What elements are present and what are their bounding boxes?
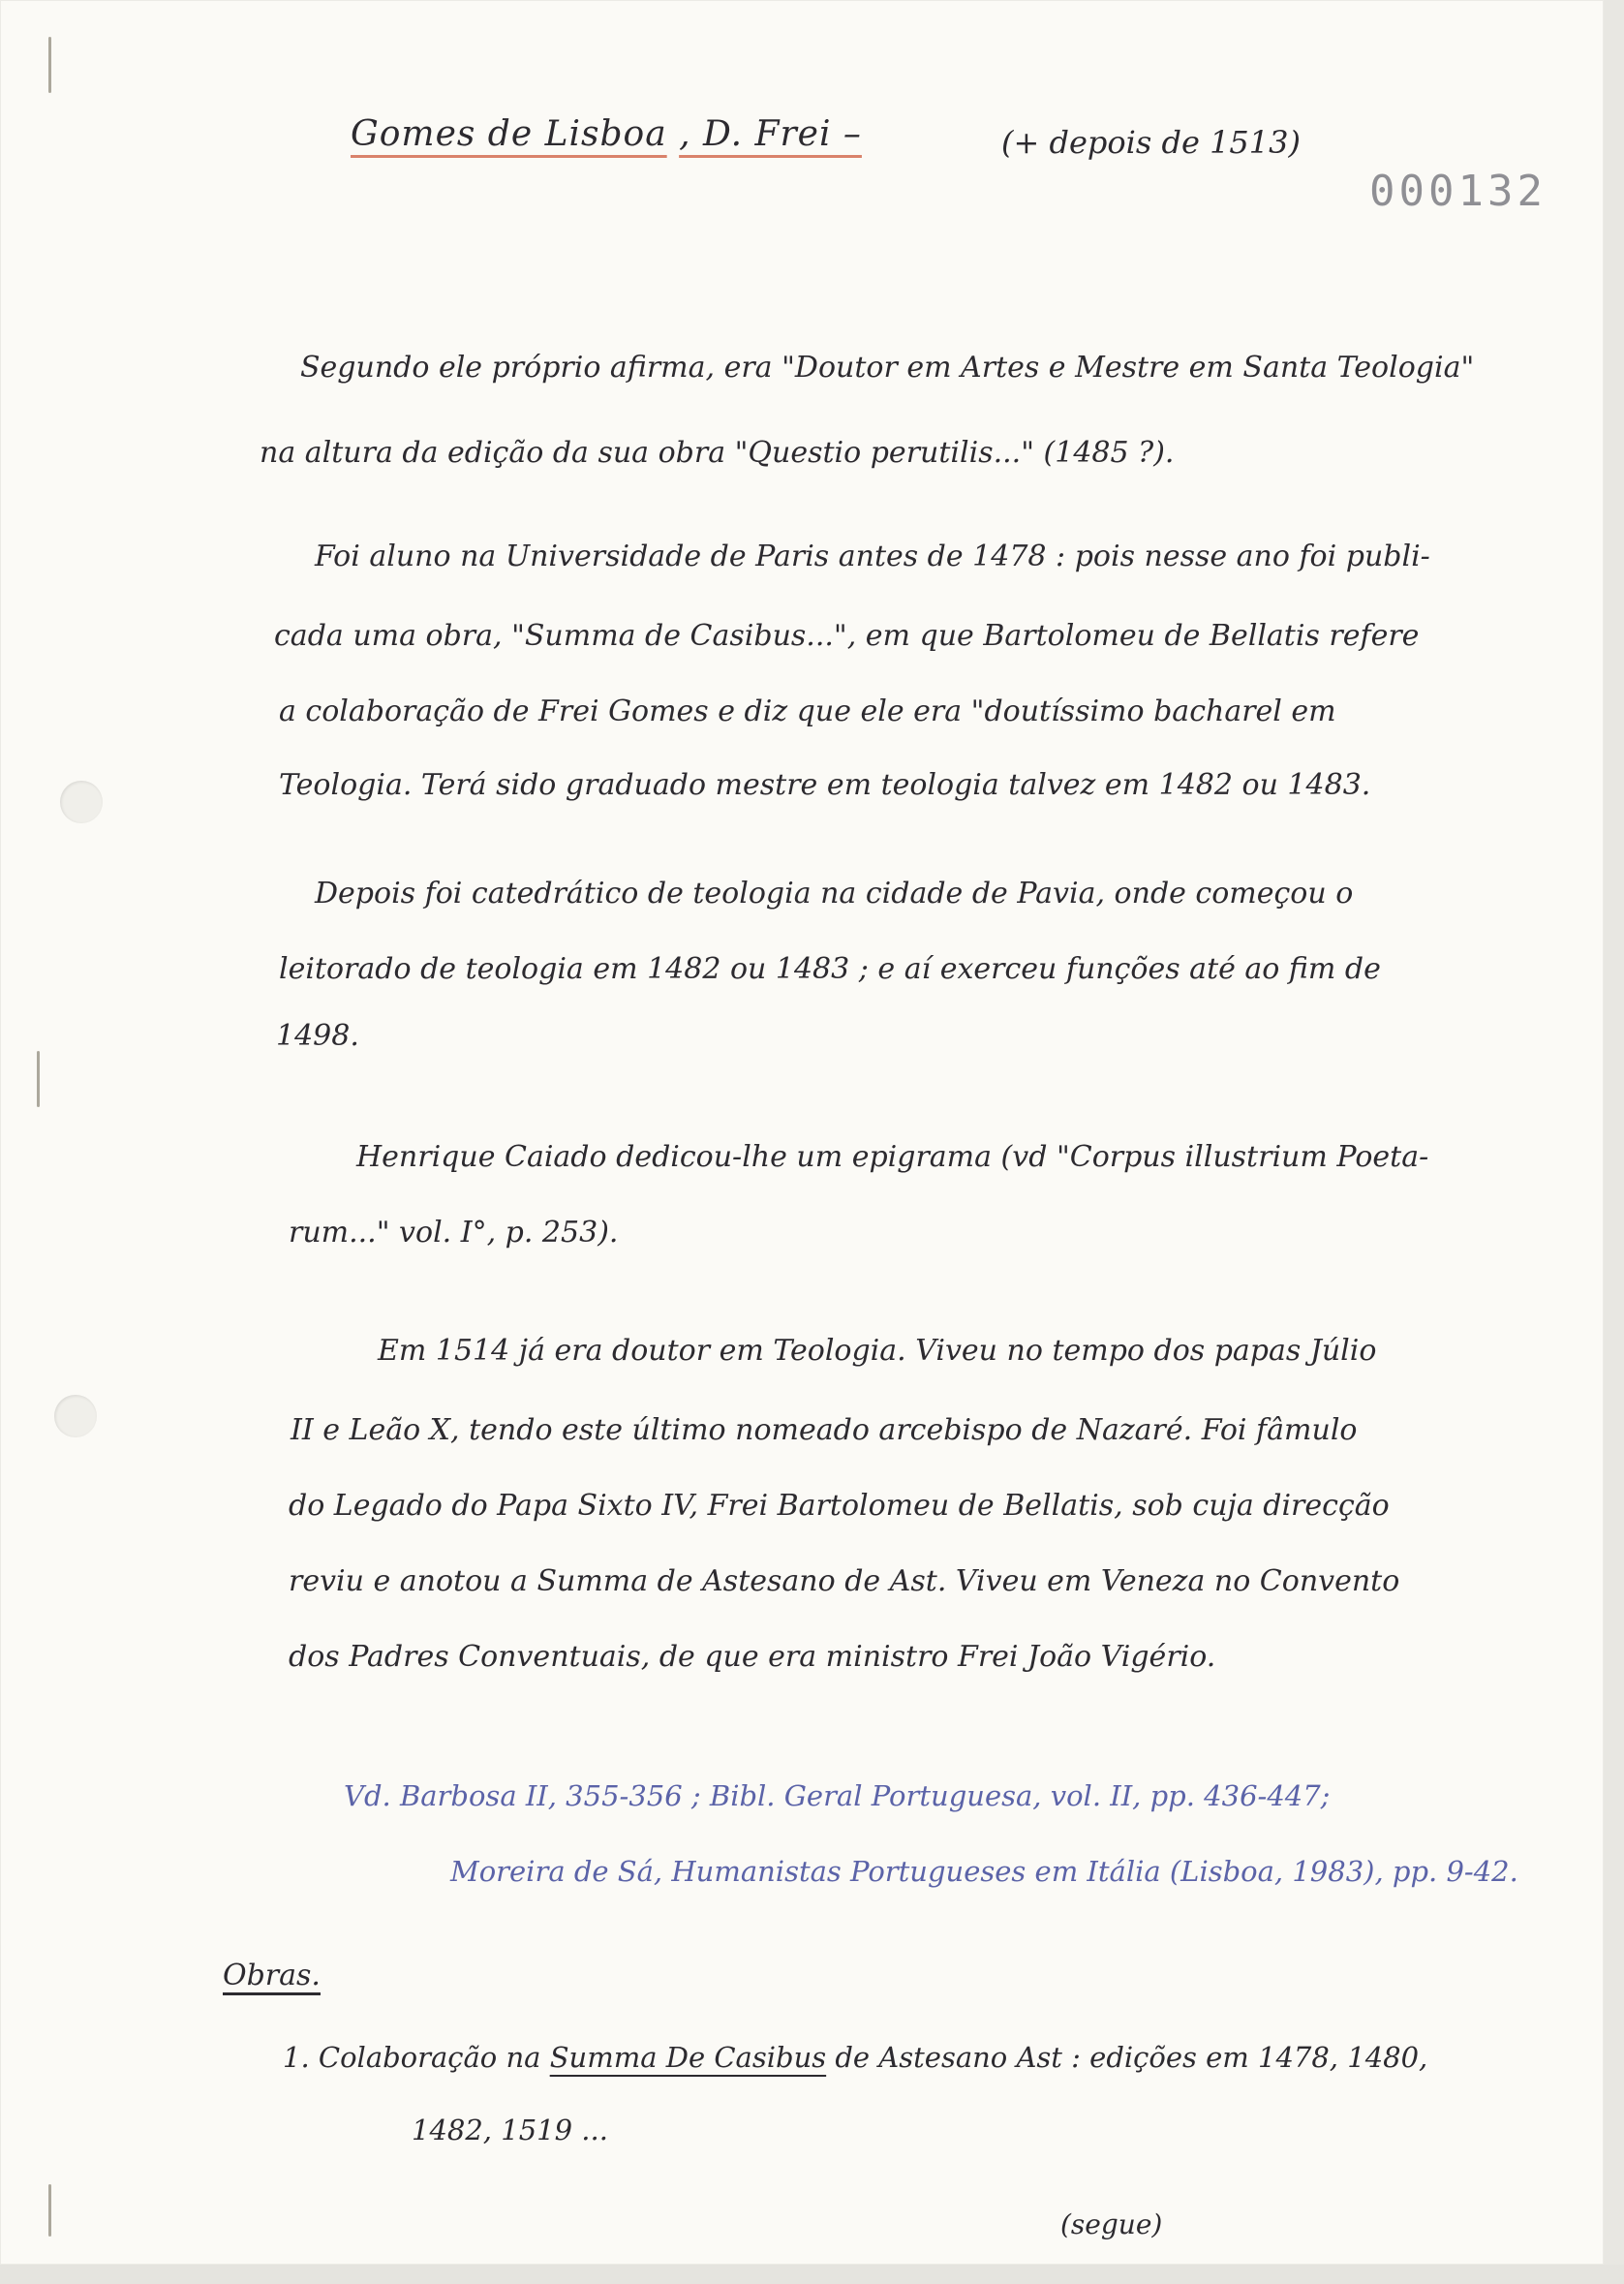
works-item-1 [283,2041,1428,2074]
paragraph-3-line-3: 1498. [276,1019,359,1053]
punch-hole-lower [54,1395,97,1437]
scan-edge-right [1604,0,1624,2284]
works-heading: Obras. [223,1959,321,1992]
paragraph-2-line-4: Teologia. Terá sido graduado mestre em teologia talvez em 1482 ou 1483. [279,768,1371,802]
reference-line-1: Vd. Barbosa II, 355-356 ; Bibl. Geral Portuguesa, vol. II, pp. 436-447; [344,1779,1331,1812]
punch-hole-upper [60,781,103,823]
paragraph-4-line-2: rum..." vol. I°, p. 253). [289,1216,619,1250]
paragraph-1-line-1: Segundo ele próprio afirma, era "Doutor em Artes e Mestre em Santa Teologia" [300,351,1475,385]
continues-note: (segue) [1060,2208,1163,2240]
works-item-1-title: Summa De Casibus [549,2041,827,2074]
paragraph-5-line-5: dos Padres Conventuais, de que era ministro Frei João Vigério. [289,1640,1216,1674]
works-item-1-number: 1. [283,2041,310,2074]
works-item-1-prefix: Colaboração na [318,2041,541,2074]
paragraph-2-line-3: a colaboração de Frei Gomes e diz que ele era "doutíssimo bacharel em [279,694,1336,728]
paragraph-5-line-1: Em 1514 já era doutor em Teologia. Viveu no tempo dos papas Júlio [378,1334,1377,1368]
paragraph-3-line-1: Depois foi catedrático de teologia na cidade de Pavia, onde começou o [315,877,1354,911]
paragraph-2-line-2: cada uma obra, "Summa de Casibus...", em que Bartolomeu de Bellatis refere [274,619,1420,653]
paragraph-2-line-1: Foi aluno na Universidade de Paris antes de 1478 : pois nesse ano foi publi- [315,540,1430,573]
paragraph-3-line-2: leitorado de teologia em 1482 ou 1483 ; e aí exerceu funções até ao fim de [279,952,1381,986]
works-item-1-suffix: de Astesano Ast : edições em 1478, 1480, [835,2041,1428,2074]
title-name: Gomes de Lisboa [351,114,667,154]
paragraph-4-line-1: Henrique Caiado dedicou-lhe um epigrama (vd "Corpus illustrium Poeta- [356,1140,1429,1174]
margin-mark-middle [37,1051,40,1107]
margin-mark-bottom [48,2184,51,2237]
margin-mark-top [48,37,51,93]
paragraph-5-line-2: II e Leão X, tendo este último nomeado arcebispo de Nazaré. Foi fâmulo [291,1413,1358,1447]
reference-line-2: Moreira de Sá, Humanistas Portugueses em Itália (Lisboa, 1983), pp. 9-42. [450,1855,1518,1888]
paragraph-5-line-4: reviu e anotou a Summa de Astesano de Ast. Viveu em Veneza no Convento [289,1564,1400,1598]
works-item-1-continuation: 1482, 1519 ... [412,2114,608,2146]
page-title [351,114,862,154]
title-suffix: , D. Frei – [679,114,862,154]
archive-number-stamp: 000132 [1369,167,1547,216]
paragraph-5-line-3: do Legado do Papa Sixto IV, Frei Bartolomeu de Bellatis, sob cuja direcção [289,1489,1390,1523]
lifespan-dates: (+ depois de 1513) [1001,124,1301,161]
scan-edge-bottom [0,2265,1624,2284]
paragraph-1-line-2: na altura da edição da sua obra "Questio perutilis..." (1485 ?). [260,436,1175,470]
